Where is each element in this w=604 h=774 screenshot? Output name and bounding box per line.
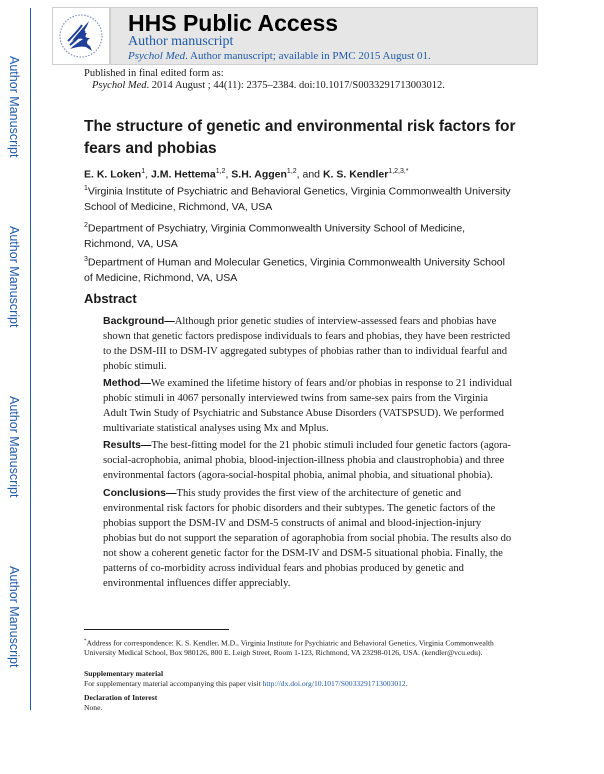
footnote-marker: * xyxy=(84,639,87,644)
affiliation-text: Virginia Institute of Psychiatric and Behavioral Genetics, Virginia Commonwealth University School of Medicine, Richmond, VA, USA xyxy=(84,185,511,213)
citation-line xyxy=(84,80,445,92)
affiliation-sup: 2 xyxy=(84,222,88,229)
section-label: Background— xyxy=(103,315,175,327)
side-label-author-manuscript: Author Manuscript xyxy=(7,566,21,668)
affiliation-sup: 1 xyxy=(84,185,88,192)
journal-name: Psychol Med xyxy=(128,50,186,62)
section-text: Although prior genetic studies of interview-assessed fears and phobias have shown that genetic factors predispose individuals to fears and phobias, they have been restricted to the DSM-III to DSM-IV aggregated subtypes of phobias rather than to individual fearful and phobic stimuli. xyxy=(103,316,511,372)
side-label-author-manuscript: Author Manuscript xyxy=(7,396,21,498)
supplementary-text: For supplementary material accompanying this paper visit xyxy=(84,678,263,688)
published-label: Published in final edited form as: xyxy=(84,68,224,79)
hhs-title: HHS Public Access xyxy=(128,10,339,36)
availability-text: . Author manuscript; available in PMC 2015 August 01. xyxy=(185,50,431,62)
author-name: K. S. Kendler xyxy=(322,168,389,181)
abstract-heading: Abstract xyxy=(84,291,137,306)
author-separator: , xyxy=(145,168,151,181)
supplementary-heading: Supplementary material xyxy=(84,669,164,678)
affiliation-text: Department of Human and Molecular Genetics, Virginia Commonwealth University School of Medicine, Richmond, VA, USA xyxy=(84,256,505,284)
author-name: E. K. Loken xyxy=(84,168,142,181)
abstract-conclusions xyxy=(103,486,513,591)
published-citation xyxy=(84,68,445,92)
author-affil-sup: 1,2 xyxy=(286,168,297,175)
author-name: S.H. Aggen xyxy=(231,168,287,181)
affiliation-text: Department of Psychiatry, Virginia Commonwealth University School of Medicine, Richmond, VA, USA xyxy=(84,222,466,250)
author-separator: , xyxy=(225,168,232,181)
author-affil-sup: 1 xyxy=(141,168,146,175)
hhs-eagle-icon xyxy=(56,11,106,61)
correspondence-footnote xyxy=(84,637,504,658)
section-label: Results— xyxy=(103,439,152,451)
hhs-logo xyxy=(52,7,110,65)
section-label: Method— xyxy=(103,377,151,389)
side-label-author-manuscript: Author Manuscript xyxy=(7,226,21,328)
footnote-rule xyxy=(84,629,229,630)
section-label: Conclusions— xyxy=(103,487,177,499)
author-affil-sup: 1,2,3,* xyxy=(388,168,409,175)
section-text: We examined the lifetime history of fears and/or phobias in response to 21 individual phobic stimuli in 4067 personally interviewed twins from same-sex pairs from the Virginia Adult Twin Study of Psychiatric and Substance Abuse Disorders (VATSPSUD). We performed multivariate statistical analyses using Mx and Mplus. xyxy=(103,378,513,434)
author-name: J.M. Hettema xyxy=(150,168,216,181)
manuscript-label: Author manuscript xyxy=(128,34,234,49)
author-list xyxy=(84,168,409,181)
supplementary-doi-link[interactable]: http://dx.doi.org/10.1017/S0033291713003012 xyxy=(262,678,406,688)
side-label-author-manuscript: Author Manuscript xyxy=(7,56,21,158)
correspondence-text: Address for correspondence: K. S. Kendler, M.D., Virginia Institute for Psychiatric and Behavioral Genetics, Virginia Commonwealth University Medical School, Box 980126, 800 E. Leigh Street, Room 1-123, Richmond, VA 23298-0126, USA. (kendler@vcu.edu). xyxy=(84,638,494,658)
declaration-heading: Declaration of Interest xyxy=(84,693,158,702)
section-text: The best-fitting model for the 21 phobic stimuli included four genetic factors (agora-social-acrophobia, animal phobia, blood-injection-illness phobia and claustrophobia) and three environmental factors (agora-social-hospital phobia, animal phobia, and situational phobia). xyxy=(103,440,511,481)
supplementary-end: . xyxy=(405,678,408,688)
margin-rule xyxy=(30,8,31,710)
section-text: This study provides the first view of the architecture of genetic and environmental risk factors for phobic disorders and their subtypes. The genetic factors of the phobias support the DSM-IV and DSM-5 constructs of animal and blood-injection-injury phobias but do not support the separation of agoraphobia from social phobia. The results also do not show a coherent genetic factor for the DSM-IV and DSM-5 situational phobia. Finally, the patterns of co-morbidity across individual fears and phobias produced by genetic and environmental influences differ appreciably. xyxy=(103,488,512,589)
abstract-results xyxy=(103,438,513,483)
hhs-header-box xyxy=(110,7,538,65)
declaration-footnote xyxy=(84,693,504,712)
affiliation-sup: 3 xyxy=(84,256,88,263)
article-title: The structure of genetic and environmental risk factors for fears and phobias xyxy=(84,118,516,157)
citation-text: . 2014 August ; 44(11): 2375–2384. doi:10.1017/S0033291713003012. xyxy=(146,80,445,91)
affiliation xyxy=(84,181,514,215)
journal-name: Psychol Med xyxy=(92,80,147,91)
abstract-background xyxy=(103,314,513,374)
author-separator: , and xyxy=(296,168,323,181)
supplementary-footnote xyxy=(84,669,504,688)
abstract-method xyxy=(103,376,513,436)
availability-line xyxy=(128,50,431,62)
author-affil-sup: 1,2 xyxy=(215,168,226,175)
affiliation xyxy=(84,252,514,286)
affiliation xyxy=(84,218,514,252)
declaration-text: None. xyxy=(84,702,103,712)
